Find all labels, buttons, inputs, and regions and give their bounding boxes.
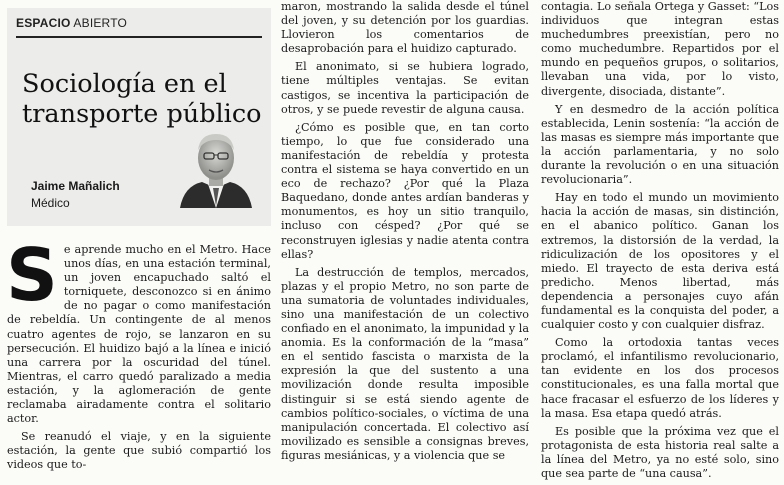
paragraph: Y en desmedro de la acción política establecida, Lenin sostenía: “la acción de las masas es siempre más importante que la acción parlamentaria, y no solo durante la revolución o en una situación revolucionaria”. bbox=[541, 102, 779, 187]
paragraph: El anonimato, si se hubiera logrado, tiene múltiples ventajas. Se evitan castigos, se incentiva la participación de otros, y se puede revestir de alguna causa. bbox=[281, 60, 529, 116]
author-role: Médico bbox=[31, 196, 70, 210]
paragraph: Es posible que la próxima vez que el protagonista de esta historia real salte a la línea del Metro, ya no esté solo, sino que sea parte de “una causa”. bbox=[541, 424, 779, 480]
drop-cap: S bbox=[6, 233, 58, 317]
header-rule bbox=[16, 36, 262, 38]
paragraph bbox=[6, 233, 271, 426]
author-photo bbox=[178, 128, 254, 208]
author-name: Jaime Mañalich bbox=[31, 179, 120, 193]
paragraph: La destrucción de templos, mercados, plazas y el propio Metro, no son parte de una sumatoria de voluntades individuales, sino una manifestación de un colectivo confiado en el anonimato, la impunidad y la anomia. Es la conformación de la “masa” en el sentido fascista o marxista de la expresión la que del sustento a una movilización donde resulta imposible distinguir si se está siendo agente de cambios político-sociales, o víctima de una manipulación concertada. El colectivo así movilizado es sensible a consignas breves, figuras mesiánicas, y a violencia que se bbox=[281, 265, 529, 462]
paragraph: maron, mostrando la salida desde el túnel del joven, y su detención por los guardias. Llovieron los comentarios de desaprobación para el huidizo capturado. bbox=[281, 0, 529, 56]
column-1 bbox=[6, 233, 271, 477]
section-label bbox=[16, 16, 127, 30]
section-label-light: ABIERTO bbox=[73, 16, 128, 30]
paragraph: Se reanudó el viaje, y en la siguiente estación, la gente que subió compartió los videos que to- bbox=[7, 430, 271, 472]
paragraph: Como la ortodoxia tantas veces proclamó, el infantilismo revolucionario, tan evidente en los dos procesos constitucionales, es una falla mortal que hace fracasar el esfuerzo de los líderes y la masa. Esa etapa quedó atrás. bbox=[541, 336, 779, 420]
paragraph-text: e aprende mucho en el Metro. Hace unos días, en una estación terminal, un joven encapuchado saltó el torniquete, desconozco si en ánimo de no pagar o como manifestación de rebeldía. Un contingente de al menos cuatro agentes de rojo, se lanzaron en su persecución. El huidizo bajó a la línea e inició una carrera por la oscuridad del túnel. Mientras, el carro quedó paralizado a media estación, y la aglomeración de gente reclamaba airadamente contra el solitario actor. bbox=[7, 243, 271, 426]
paragraph: ¿Cómo es posible que, en tan corto tiempo, lo que fue considerado una manifestación de rebeldía y protesta contra el sistema se haya convertido en un eco de rechazo? ¿Por qué la Plaza Baquedano, donde antes ardían banderas y monumentos, es hoy un sitio tranquilo, incluso con césped? ¿Por qué se reconstruyen iglesias y nadie atenta contra ellas? bbox=[281, 120, 529, 261]
section-label-bold: ESPACIO bbox=[16, 16, 71, 30]
column-3 bbox=[541, 0, 779, 485]
column-2 bbox=[281, 0, 529, 467]
paragraph: contagia. Lo señala Ortega y Gasset: “Los individuos que integran estas muchedumbres preexistían, pero no como muchedumbre. Repartidos por el mundo en pequeños grupos, o solitarios, llevaban una vida, por lo visto, divergente, disociada, distante”. bbox=[541, 0, 779, 98]
paragraph: Hay en todo el mundo un movimiento hacia la acción de masas, sin distinción, en el abanico político. Ganan los extremos, la distorsión de la verdad, la ridiculización de los opositores y el miedo. El trayecto de esta deriva está predicho. Menos libertad, más dependencia a personajes cuyo afán fundamental es la conquista del poder, a cualquier costo y con cualquier disfraz. bbox=[541, 191, 779, 332]
author-block bbox=[31, 178, 120, 212]
headline: Sociología en el transporte público bbox=[22, 69, 262, 130]
